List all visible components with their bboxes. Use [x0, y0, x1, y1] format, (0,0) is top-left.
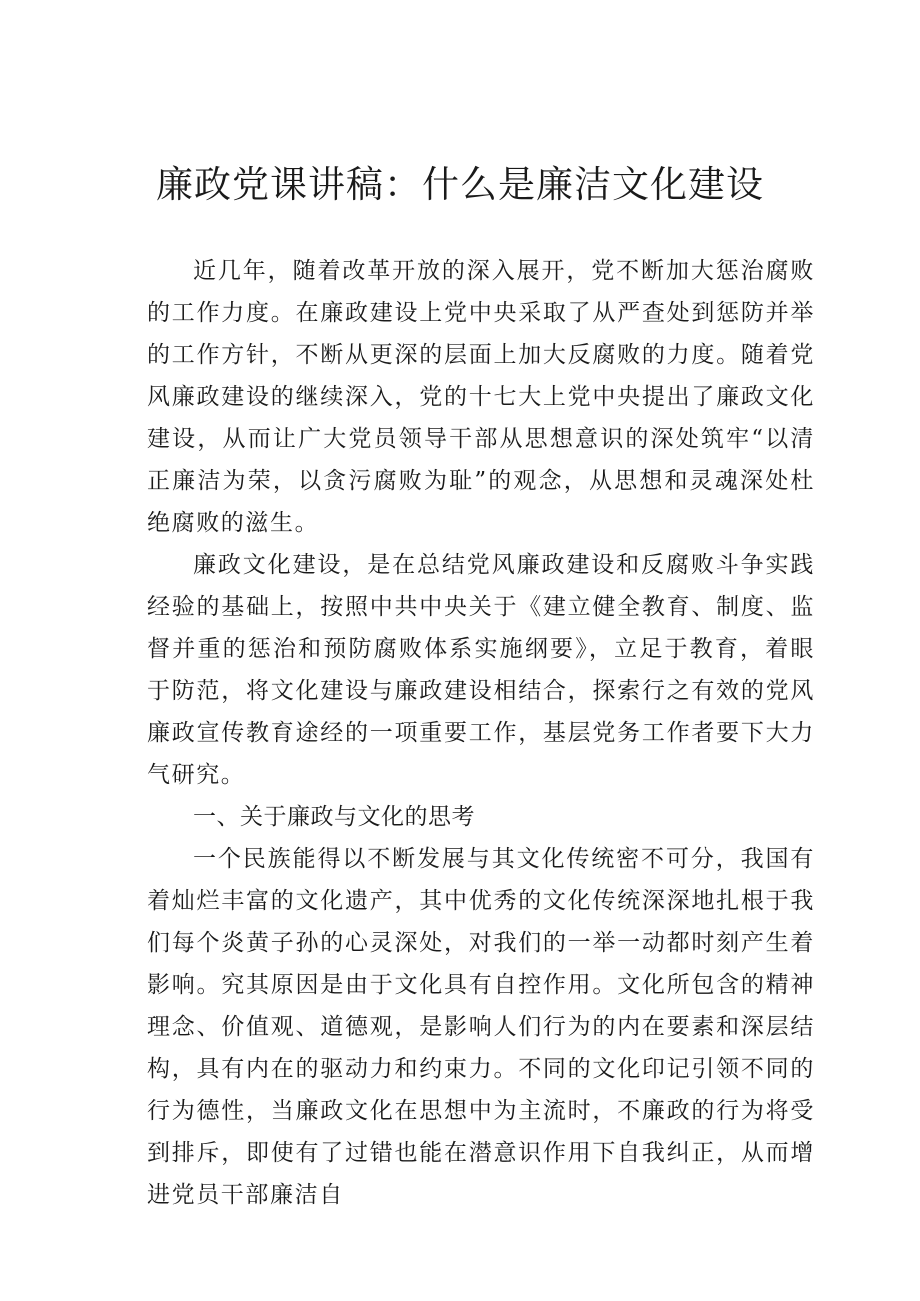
paragraph-intro: 近几年，随着改革开放的深入展开，党不断加大惩治腐败的工作力度。在廉政建设上党中央采取了从严查处到惩防并举的工作方针，不断从更深的层面上加大反腐败的力度。随着党风廉政建设的继续深入，党的十七大上党中央提出了廉政文化建设，从而让广大党员领导干部从思想意识的深处筑牢“以清正廉洁为荣，以贪污腐败为耻”的观念，从思想和灵魂深处杜绝腐败的滋生。 [147, 258, 815, 536]
document-title: 廉政党课讲稿：什么是廉洁文化建设 [156, 163, 764, 206]
paragraph-definition: 廉政文化建设，是在总结党风廉政建设和反腐败斗争实践经验的基础上，按照中共中央关于《建立健全教育、制度、监督并重的惩治和预防腐败体系实施纲要》，立足于教育，着眼于防范，将文化建设与廉政建设相结合，探索行之有效的党风廉政宣传教育途经的一项重要工作，基层党务工作者要下大力气研究。 [147, 552, 815, 788]
document-body [147, 250, 815, 1216]
paragraph-section-one: 一个民族能得以不断发展与其文化传统密不可分，我国有着灿烂丰富的文化遗产，其中优秀的文化传统深深地扎根于我们每个炎黄子孙的心灵深处，对我们的一举一动都时刻产生着影响。究其原因是由于文化具有自控作用。文化所包含的精神理念、价值观、道德观，是影响人们行为的内在要素和深层结构，具有内在的驱动力和约束力。不同的文化印记引领不同的行为德性，当廉政文化在思想中为主流时，不廉政的行为将受到排斥，即使有了过错也能在潜意识作用下自我纠正，从而增进党员干部廉洁自 [147, 846, 815, 1208]
section-heading: 一、关于廉政与文化的思考 [193, 804, 475, 830]
